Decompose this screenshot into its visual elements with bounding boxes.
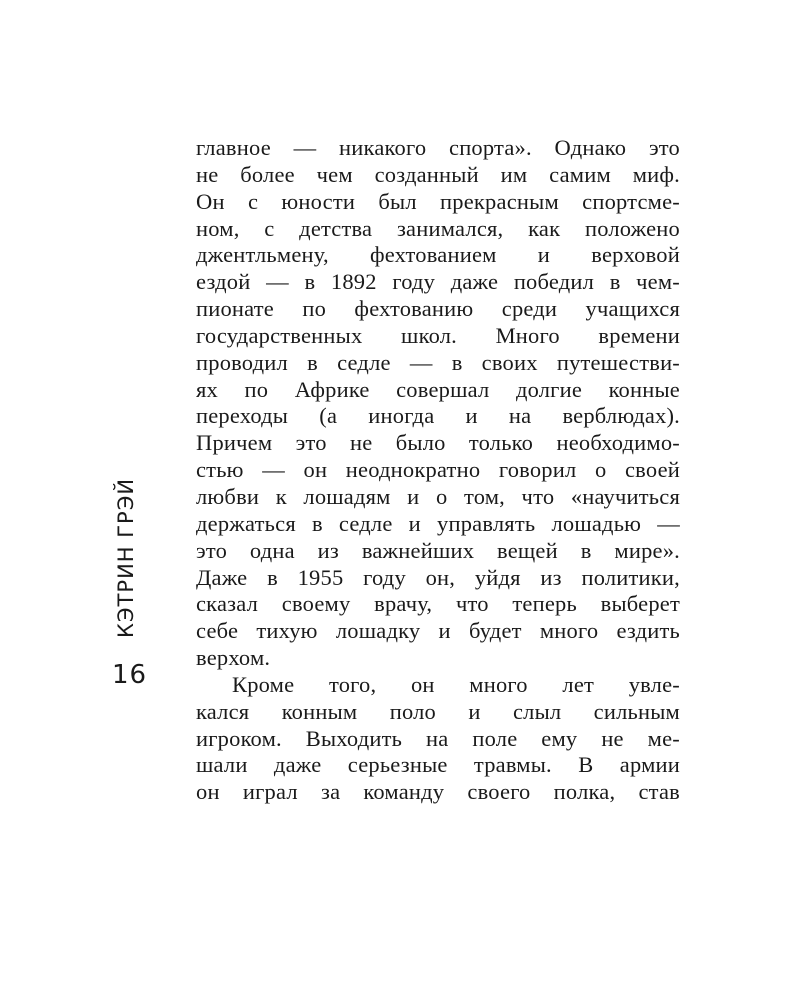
text-line: сказал своему врачу, что теперь выберет [196, 591, 680, 617]
text-line: кался конным поло и слыл сильным [196, 698, 680, 724]
text-line: верхом. [196, 645, 271, 671]
text-line: стью — он неоднократно говорил о своей [196, 457, 680, 483]
text-line: государственных школ. Много времени [196, 322, 680, 348]
body-text [196, 135, 680, 806]
text-line: Он с юности был прекрасным спортсме- [196, 188, 680, 214]
text-line: главное — никакого спорта». Однако это [196, 135, 680, 160]
text-line: ях по Африке совершал долгие конные [196, 376, 680, 402]
text-line: Причем это не было только необходимо- [196, 430, 680, 456]
text-line: переходы (а иногда и на верблюдах). [196, 403, 680, 429]
text-line: это одна из важнейших вещей в мире». [196, 537, 680, 563]
text-line: шали даже серьезные травмы. В армии [196, 752, 680, 778]
text-line: любви к лошадям и о том, что «научиться [196, 483, 680, 509]
text-line: ном, с детства занимался, как положено [196, 215, 680, 241]
running-head-author: КЭТРИН ГРЭЙ [114, 477, 138, 638]
text-line: себе тихую лошадку и будет много ездить [196, 618, 680, 644]
text-line: он играл за команду своего полка, став [196, 779, 680, 805]
text-line: держаться в седле и управлять лошадью — [196, 510, 680, 536]
text-line: проводил в седле — в своих путешестви- [196, 349, 680, 375]
text-line: Даже в 1955 году он, уйдя из политики, [196, 564, 680, 590]
page-number: 16 [112, 660, 148, 690]
text-line: не более чем созданный им самим миф. [196, 161, 680, 187]
text-line: игроком. Выходить на поле ему не ме- [196, 725, 680, 751]
text-line: Кроме того, он много лет увле- [232, 671, 680, 697]
text-line: пионате по фехтованию среди учащихся [196, 296, 680, 322]
text-line: джентльмену, фехтованием и верховой [196, 242, 680, 268]
text-line: ездой — в 1892 году даже победил в чем- [196, 269, 680, 295]
